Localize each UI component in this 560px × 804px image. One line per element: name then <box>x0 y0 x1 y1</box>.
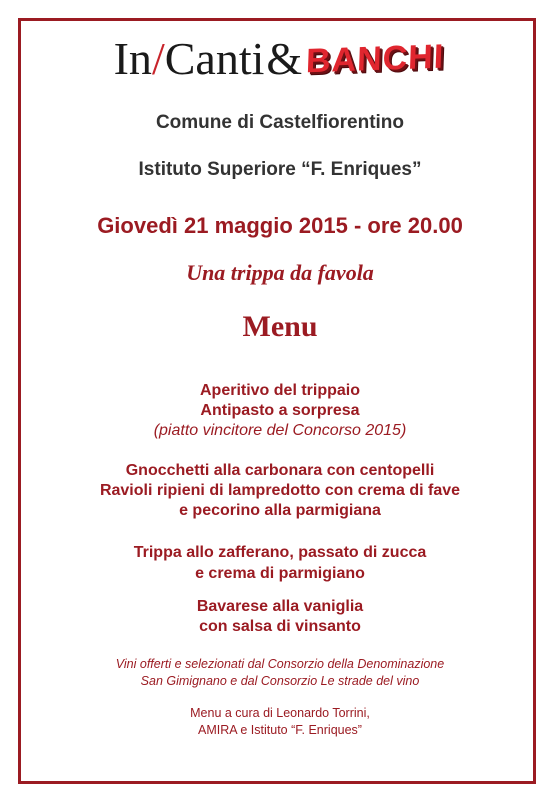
logo-in: In <box>113 33 152 84</box>
menu-item-antipasto: Antipasto a sorpresa <box>200 402 360 419</box>
logo-slash: / <box>151 33 165 84</box>
logo <box>0 30 560 88</box>
menu-item-trippa-cont: e crema di parmigiano <box>195 565 365 582</box>
istituto-heading: Istituto Superiore “F. Enriques” <box>138 159 422 180</box>
wines-note-line1: Vini offerti e selezionati dal Consorzio della Denominazione <box>115 657 445 671</box>
menu-item-aperitivo: Aperitivo del trippaio <box>199 382 360 399</box>
menu-title: Menu <box>242 310 318 343</box>
logo-canti: Canti <box>164 33 265 84</box>
event-date: Giovedì 21 maggio 2015 - ore 20.00 <box>97 213 463 238</box>
logo-banchi: BANCHI <box>305 37 446 81</box>
credits-line2: AMIRA e Istituto “F. Enriques” <box>198 723 362 737</box>
menu-item-note: (piatto vincitore del Concorso 2015) <box>153 422 407 439</box>
event-subtitle: Una trippa da favola <box>186 260 374 285</box>
comune-heading: Comune di Castelfiorentino <box>155 112 405 133</box>
menu-item-ravioli: Ravioli ripieni di lampredotto con crema di fave <box>99 482 461 499</box>
menu-item-ravioli-cont: e pecorino alla parmigiana <box>179 502 381 519</box>
logo-ampersand: & <box>266 33 303 84</box>
menu-item-bavarese: Bavarese alla vaniglia <box>196 598 364 615</box>
wines-note-line2: San Gimignano e dal Consorzio Le strade del vino <box>140 674 420 688</box>
menu-item-bavarese-cont: con salsa di vinsanto <box>199 618 361 635</box>
credits-line1: Menu a cura di Leonardo Torrini, <box>190 706 370 720</box>
menu-item-gnocchetti: Gnocchetti alla carbonara con centopelli <box>125 462 435 479</box>
menu-item-trippa: Trippa allo zafferano, passato di zucca <box>133 544 427 561</box>
